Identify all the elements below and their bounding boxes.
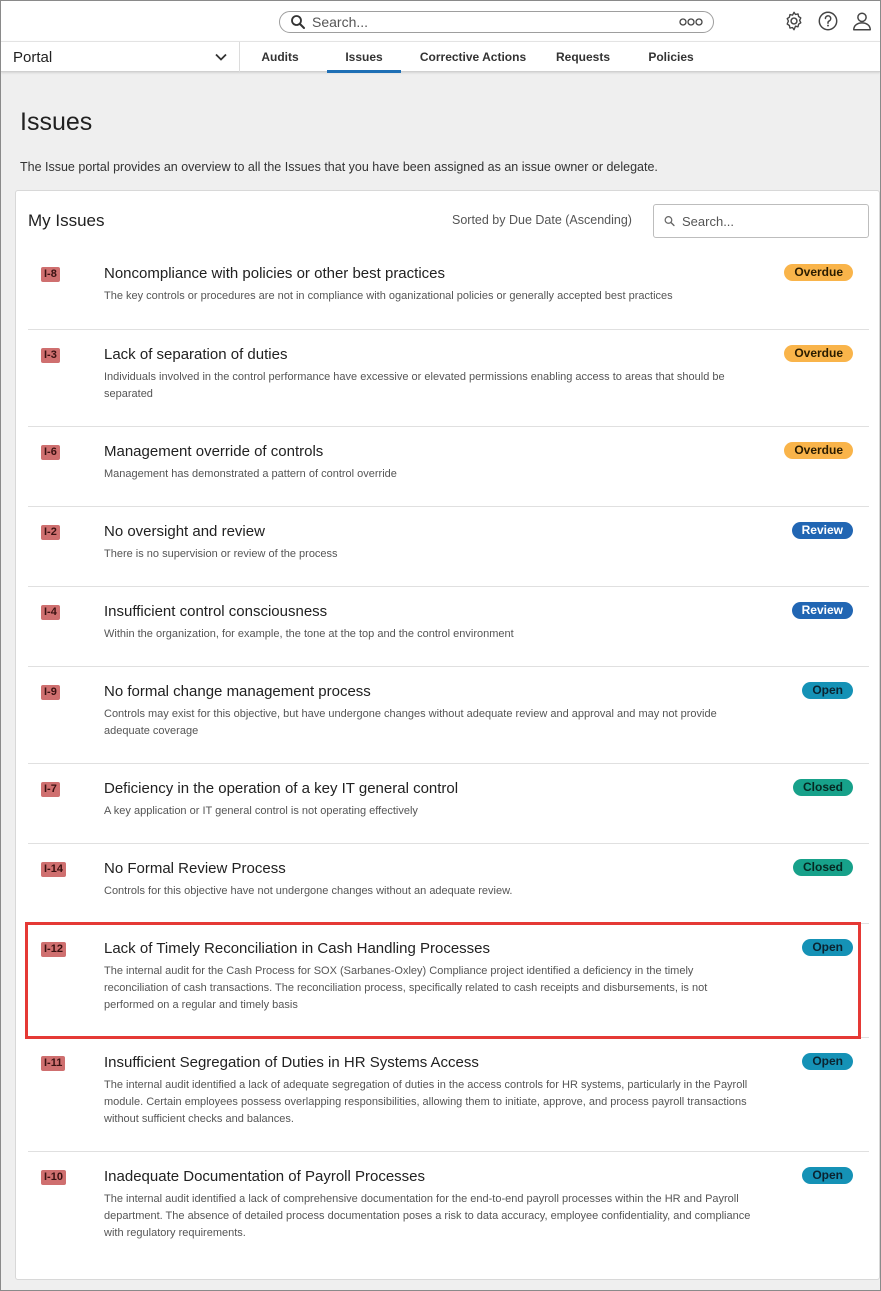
issue-title: No formal change management process <box>104 683 371 700</box>
issue-id-badge: I-7 <box>41 782 60 797</box>
issue-title: Lack of separation of duties <box>104 346 288 363</box>
issues-search-box[interactable] <box>653 204 869 238</box>
list-item[interactable] <box>28 427 869 507</box>
issue-description: The internal audit identified a lack of comprehensive documentation for the end-to-end payroll processes within the HR and Payroll department. The absence of detailed process documentation poses a risk to data accuracy, employee confidentiality, and compliance with regulatory requirements. <box>104 1193 751 1239</box>
issue-description: Controls for this objective have not undergone changes without an adequate review. <box>104 885 513 897</box>
my-issues-card <box>15 190 880 1280</box>
top-bar <box>1 1 880 41</box>
issue-title: No Formal Review Process <box>104 860 286 877</box>
global-search-box[interactable] <box>279 11 714 33</box>
search-icon <box>664 214 675 228</box>
status-badge: Closed <box>793 779 853 796</box>
issue-description: Within the organization, for example, the tone at the top and the control environment <box>104 628 514 640</box>
nav-tabs <box>241 42 715 72</box>
tab-requests[interactable]: Requests <box>555 50 611 64</box>
page-title: Issues <box>20 108 93 136</box>
options-icon[interactable] <box>679 17 703 27</box>
issue-id-badge: I-12 <box>41 942 66 957</box>
status-badge: Open <box>802 1167 853 1184</box>
issue-description: Individuals involved in the control performance have excessive or elevated permissions enabling access to areas that should be separated <box>104 371 725 400</box>
issue-title: Noncompliance with policies or other best practices <box>104 265 445 282</box>
status-badge: Closed <box>793 859 853 876</box>
portal-dropdown[interactable] <box>1 42 240 72</box>
issue-title: No oversight and review <box>104 523 265 540</box>
list-item[interactable] <box>28 587 869 667</box>
settings-gear-icon[interactable] <box>782 9 806 33</box>
list-item[interactable] <box>28 507 869 587</box>
list-item[interactable] <box>28 924 869 1038</box>
card-title: My Issues <box>28 211 105 230</box>
status-badge: Review <box>792 602 853 619</box>
user-profile-icon[interactable] <box>850 9 874 33</box>
issue-id-badge: I-4 <box>41 605 60 620</box>
status-badge: Overdue <box>784 264 853 281</box>
tab-corrective-actions[interactable]: Corrective Actions <box>419 50 527 64</box>
global-search-input[interactable] <box>312 14 679 30</box>
tab-policies[interactable]: Policies <box>648 50 694 64</box>
issue-title: Insufficient Segregation of Duties in HR Systems Access <box>104 1054 479 1071</box>
page-description: The Issue portal provides an overview to all the Issues that you have been assigned as an issue owner or delegate. <box>20 160 658 174</box>
issue-id-badge: I-3 <box>41 348 60 363</box>
chevron-down-icon <box>215 53 227 61</box>
tab-audits[interactable]: Audits <box>261 50 299 64</box>
issue-description: The internal audit identified a lack of adequate segregation of duties in the access controls for HR systems, particularly in the Payroll module. Certain employees possess overlapping responsibilities, allowing them to initiate, approve, and process payroll transactions without sufficient checks and balances. <box>104 1079 748 1125</box>
issue-title: Inadequate Documentation of Payroll Processes <box>104 1168 426 1185</box>
sort-indicator[interactable]: Sorted by Due Date (Ascending) <box>452 213 632 227</box>
issue-description: The internal audit for the Cash Process for SOX (Sarbanes-Oxley) Compliance project identified a deficiency in the timely reconciliation of cash transactions. The reconciliation process, specifically related to cash receipts and disbursements, is not performed on a regular and timely basis <box>104 965 708 1011</box>
issue-description: The key controls or procedures are not in compliance with oganizational policies or generally accepted best practices <box>104 290 673 302</box>
issue-list <box>28 249 869 1266</box>
issue-title: Deficiency in the operation of a key IT general control <box>104 780 459 797</box>
status-badge: Open <box>802 682 853 699</box>
search-icon <box>290 14 306 30</box>
list-item[interactable] <box>28 1038 869 1152</box>
list-item[interactable] <box>28 844 869 924</box>
top-icon-group <box>782 9 874 33</box>
help-icon[interactable] <box>816 9 840 33</box>
issue-title: Lack of Timely Reconciliation in Cash Handling Processes <box>104 940 491 957</box>
issue-description: Controls may exist for this objective, but have undergone changes without adequate review and approval and may not provide adequate coverage <box>104 708 717 737</box>
main-navbar <box>1 41 880 72</box>
issue-id-badge: I-6 <box>41 445 60 460</box>
issue-id-badge: I-8 <box>41 267 60 282</box>
issue-title: Insufficient control consciousness <box>104 603 328 620</box>
list-item[interactable] <box>28 249 869 330</box>
status-badge: Open <box>802 939 853 956</box>
tab-issues[interactable]: Issues <box>327 42 401 72</box>
issue-id-badge: I-2 <box>41 525 60 540</box>
issue-description: There is no supervision or review of the process <box>104 548 338 560</box>
status-badge: Overdue <box>784 442 853 459</box>
issue-id-badge: I-11 <box>41 1056 65 1071</box>
portal-dropdown-label: Portal <box>13 48 53 66</box>
list-item[interactable] <box>28 330 869 427</box>
status-badge: Overdue <box>784 345 853 362</box>
status-badge: Open <box>802 1053 853 1070</box>
issues-search-input[interactable] <box>682 214 858 229</box>
list-item[interactable] <box>28 764 869 844</box>
issue-description: A key application or IT general control is not operating effectively <box>104 805 418 817</box>
list-item[interactable] <box>28 1152 869 1266</box>
issue-id-badge: I-14 <box>41 862 66 877</box>
status-badge: Review <box>792 522 853 539</box>
issue-description: Management has demonstrated a pattern of control override <box>104 468 397 480</box>
issue-id-badge: I-9 <box>41 685 60 700</box>
list-item[interactable] <box>28 667 869 764</box>
issue-id-badge: I-10 <box>41 1170 66 1185</box>
issue-title: Management override of controls <box>104 443 324 460</box>
